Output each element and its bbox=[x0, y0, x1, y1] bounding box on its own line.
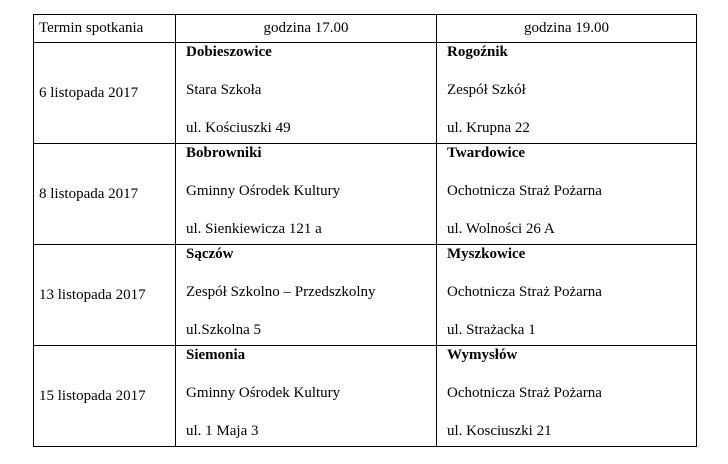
meeting-date: 6 listopada 2017 bbox=[34, 43, 176, 144]
venue-19 bbox=[437, 245, 697, 346]
venue-17 bbox=[176, 43, 437, 144]
venue-town: Dobieszowice bbox=[186, 44, 272, 60]
venue-address: ul. Wolności 26 A bbox=[447, 221, 555, 237]
venue-address: ul. Strażacka 1 bbox=[447, 322, 536, 338]
venue-town: Siemonia bbox=[186, 347, 246, 363]
venue-address: ul. Sienkiewicza 121 a bbox=[186, 221, 322, 237]
venue-place: Ochotnicza Straż Pożarna bbox=[447, 183, 602, 199]
meeting-date: 8 listopada 2017 bbox=[34, 144, 176, 245]
venue-address: ul. 1 Maja 3 bbox=[186, 423, 259, 439]
meeting-schedule-table bbox=[33, 14, 697, 447]
venue-address: ul. Krupna 22 bbox=[447, 120, 530, 136]
venue-town: Sączów bbox=[186, 246, 234, 262]
table-row bbox=[34, 346, 697, 447]
venue-17 bbox=[176, 245, 437, 346]
table-row bbox=[34, 245, 697, 346]
meeting-date: 15 listopada 2017 bbox=[34, 346, 176, 447]
venue-place: Zespół Szkół bbox=[447, 82, 526, 98]
header-time-17: godzina 17.00 bbox=[176, 15, 437, 43]
venue-19 bbox=[437, 346, 697, 447]
venue-address: ul. Kościuszki 49 bbox=[186, 120, 291, 136]
venue-19 bbox=[437, 43, 697, 144]
venue-town: Wymysłów bbox=[447, 347, 518, 363]
venue-town: Bobrowniki bbox=[186, 145, 262, 161]
venue-town: Myszkowice bbox=[447, 246, 526, 262]
venue-place: Gminny Ośrodek Kultury bbox=[186, 183, 341, 199]
header-date: Termin spotkania bbox=[34, 15, 176, 43]
venue-17 bbox=[176, 346, 437, 447]
venue-place: Ochotnicza Straż Pożarna bbox=[447, 385, 602, 401]
venue-place: Stara Szkoła bbox=[186, 82, 262, 98]
venue-17 bbox=[176, 144, 437, 245]
venue-town: Twardowice bbox=[447, 145, 526, 161]
venue-address: ul.Szkolna 5 bbox=[186, 322, 261, 338]
header-row bbox=[34, 15, 697, 43]
table-row bbox=[34, 43, 697, 144]
venue-town: Rogoźnik bbox=[447, 44, 508, 60]
venue-address: ul. Kosciuszki 21 bbox=[447, 423, 552, 439]
venue-place: Zespół Szkolno – Przedszkolny bbox=[186, 284, 376, 300]
venue-19 bbox=[437, 144, 697, 245]
meeting-date: 13 listopada 2017 bbox=[34, 245, 176, 346]
header-time-19: godzina 19.00 bbox=[437, 15, 697, 43]
venue-place: Gminny Ośrodek Kultury bbox=[186, 385, 341, 401]
table-row bbox=[34, 144, 697, 245]
venue-place: Ochotnicza Straż Pożarna bbox=[447, 284, 602, 300]
